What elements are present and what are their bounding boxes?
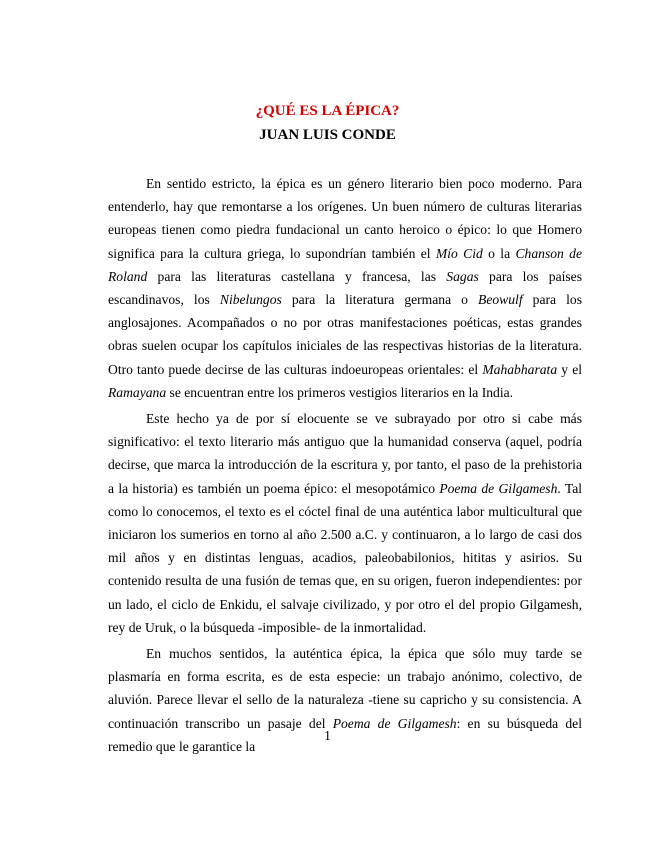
text-run: para los anglosajones. Acompañados o no por otras manifestaciones poéticas, estas grandes obras suelen ocupar los capítulos iniciales de las respectivas historias de la literatura. Otro tanto puede decirse de las culturas indoeuropeas orientales: el <box>108 292 582 377</box>
text-run: para la literatura germana o <box>281 292 479 308</box>
italic-title-run: Mío Cid <box>435 245 483 261</box>
text-run: En sentido estricto, la épica es un género literario bien poco moderno. Para entenderlo, hay que remontarse a los orígenes. Un buen número de culturas literarias europeas tienen como piedra fundacional un canto heroico o épico: lo que Homero significa para la cultura griega, lo supondrían también el <box>108 176 582 261</box>
italic-title-run: Chanson de Roland <box>108 245 583 284</box>
italic-title-run: Poema de Gilgamesh <box>439 480 558 496</box>
document-author: JUAN LUIS CONDE <box>259 127 396 143</box>
text-run: para las literaturas castellana y francesa, las <box>147 268 447 284</box>
text-run: y el <box>557 361 583 377</box>
italic-title-run: Ramayana <box>108 384 167 400</box>
italic-title-run: Poema de Gilgamesh <box>332 715 457 731</box>
text-run: : en su búsqueda del remedio que le garantice la <box>108 715 582 754</box>
italic-title-run: Nibelungos <box>219 292 282 308</box>
text-run: se encuentran entre los primeros vestigios literarios en la India. <box>166 384 514 400</box>
text-run: o la <box>482 245 516 261</box>
text-run: para los países escandinavos, los <box>108 268 583 308</box>
text-run: . Tal como lo conocemos, el texto es el cóctel final de una auténtica labor multicultural que iniciaron los sumerios en torno al año 2.500 a.C. y continuaron, a lo largo de casi dos mil años y en distintas lenguas, acadios, paleobabilonios, hititas y asirios. Su contenido resulta de una fusión de temas que, en su origen, fueron independientes: por un lado, el ciclo de Enkidu, el salvaje civilizado, y por otro el del propio Gilgamesh, rey de Uruk, o la búsqueda -imposible- de la inmortalidad. <box>108 480 583 635</box>
paragraph <box>108 172 582 404</box>
document-title: ¿QUÉ ES LA ÉPICA? <box>255 103 400 119</box>
text-run: En muchos sentidos, la auténtica épica, la épica que sólo muy tarde se plasmaría en forma escrita, es de esta especie: un trabajo anónimo, colectivo, de aluvión. Parece llevar el sello de la naturaleza -tiene su capricho y su consistencia. A continuación transcribo un pasaje del <box>108 646 582 731</box>
paragraph <box>108 407 582 639</box>
italic-title-run: Mahabharata <box>482 361 558 377</box>
text-run: Este hecho ya de por sí elocuente se ve subrayado por otro si cabe más significativo: el texto literario más antiguo que la humanidad conserva (aquel, podría decirse, que marca la introducción de la escritura y, por tanto, el paso de la prehistoria a la historia) es también un poema épico: el mesopotámico <box>108 411 582 496</box>
italic-title-run: Sagas <box>446 268 479 284</box>
italic-title-run: Beowulf <box>478 292 523 308</box>
page-number: 1 <box>324 728 331 743</box>
document-body <box>108 172 582 758</box>
